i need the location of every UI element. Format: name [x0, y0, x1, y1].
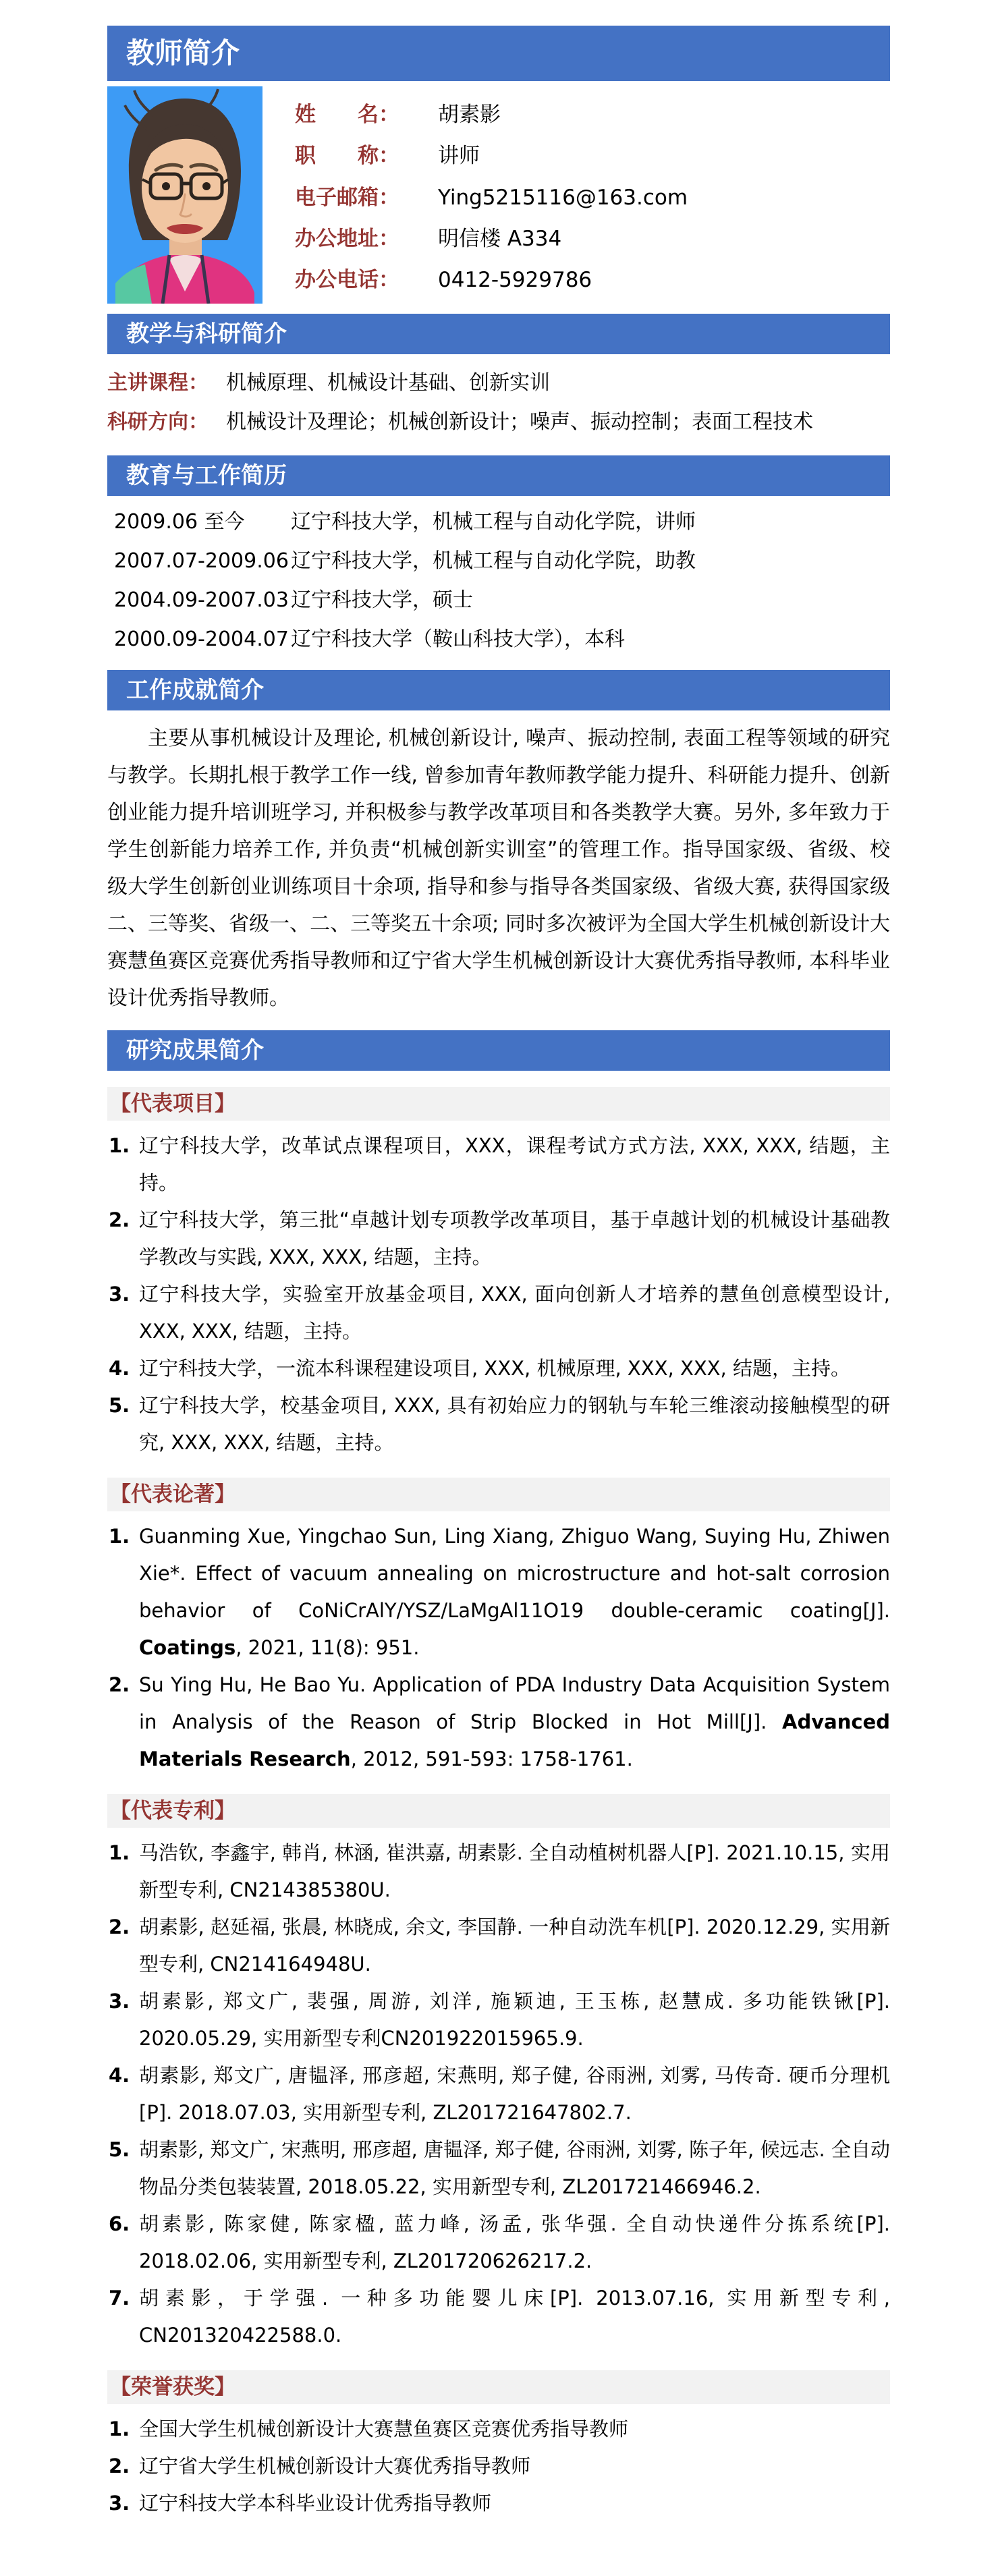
project-item [107, 1276, 890, 1350]
courses-label: 主讲课程： [107, 371, 209, 395]
field-value: 胡素影 [438, 103, 501, 127]
field-row-email [295, 180, 890, 211]
project-text: 辽宁科技大学，校基金项目, XXX, 具有初始应力的钢轨与车轮三维滚动接触模型的研究, XXX, XXX, 结题，主持。 [139, 1394, 890, 1454]
item-number: 2. [109, 1673, 130, 1696]
education-row [107, 503, 890, 542]
award-item [107, 2411, 890, 2448]
patent-item [107, 1983, 890, 2057]
document-content [107, 0, 890, 2576]
project-text: 辽宁科技大学，实验室开放基金项目, XXX, 面向创新人才培养的慧鱼创意模型设计, XXX, XXX, 结题，主持。 [139, 1283, 890, 1343]
project-item [107, 1202, 890, 1276]
education-row [107, 581, 890, 620]
field-row-office-phone [295, 262, 890, 293]
section-banner-research-results [107, 1030, 890, 1071]
publication-authors-title: Guanming Xue, Yingchao Sun, Ling Xiang, Zhiguo Wang, Suying Hu, Zhiwen Xie*. Effect of vacuum annealing on microstructure and hot-salt corrosion behavior of CoNiCrAlY/YSZ/LaMgAl11O19 double-ceramic coating[J]. [139, 1525, 890, 1622]
item-number: 5. [109, 1394, 130, 1417]
patent-text: 马浩钦, 李鑫宇, 韩肖, 林涵, 崔洪嘉, 胡素影. 全自动植树机器人[P]. 2021.10.15, 实用新型专利, CN214385380U. [139, 1841, 890, 1901]
education-detail: 辽宁科技大学，机械工程与自动化学院，讲师 [291, 510, 696, 534]
work-achievements-paragraph: 主要从事机械设计及理论, 机械创新设计, 噪声、振动控制, 表面工程等领域的研究与教学。长期扎根于教学工作一线, 曾参加青年教师教学能力提升、科研能力提升、创新创业能力提升培训班学习, 并积极参与教学改革项目和各类教学大赛。另外, 多年致力于学生创新能力培养工作, 并负责“机械创新实训室”的管理工作。指导国家级、省级、校级大学生创新创业训练项目十余项, 指导和参与指导各类国家级、省级大赛, 获得国家级二、三等奖、省级一、二、三等奖五十余项; 同时多次被评为全国大学生机械创新设计大赛慧鱼赛区竞赛优秀指导教师和辽宁省大学生机械创新设计大赛优秀指导教师, 本科毕业设计优秀指导教师。 [107, 727, 890, 1010]
patent-text: 胡素影, 郑文广, 宋燕明, 邢彦超, 唐韫泽, 郑子健, 谷雨洲, 刘雾, 陈子年, 候远志. 全自动物品分类包装装置, 2018.05.22, 实用新型专利, ZL201721466946.2. [139, 2138, 890, 2198]
publication-item [107, 1667, 890, 1778]
profile-fields [262, 86, 890, 304]
field-value: 讲师 [438, 144, 480, 169]
education-detail: 辽宁科技大学（鞍山科技大学），本科 [291, 627, 625, 651]
item-number: 2. [109, 1915, 130, 1938]
subsection-header-awards: 【荣誉获奖】 [107, 2370, 890, 2404]
publication-cite-tail: , 2012, 591-593: 1758-1761. [350, 1747, 633, 1770]
field-value: 0412-5929786 [438, 268, 592, 292]
education-period: 2009.06 至今 [114, 510, 245, 534]
item-number: 3. [109, 1283, 130, 1306]
research-direction-label: 科研方向： [107, 410, 209, 434]
award-text: 辽宁省大学生机械创新设计大赛优秀指导教师 [139, 2455, 531, 2477]
project-item [107, 1350, 890, 1387]
patent-item [107, 2131, 890, 2206]
teaching-research-block [107, 354, 890, 455]
field-row-office-address [295, 221, 890, 252]
item-number: 3. [109, 2492, 130, 2515]
patent-text: 胡素影, 郑文广, 裴强, 周游, 刘洋, 施颖迪, 王玉栋, 赵慧成. 多功能铁锹[P]. 2020.05.29, 实用新型专利CN201922015965.9. [139, 1990, 890, 2050]
field-label: 职 称： [295, 144, 399, 169]
field-label: 办公电话： [295, 268, 399, 292]
projects-list [107, 1127, 890, 1461]
patent-text: 胡素影, 郑文广, 唐韫泽, 邢彦超, 宋燕明, 郑子健, 谷雨洲, 刘雾, 马传奇. 硬币分理机[P]. 2018.07.03, 实用新型专利, ZL201721647802.7. [139, 2064, 890, 2124]
education-detail: 辽宁科技大学，机械工程与自动化学院，助教 [291, 549, 696, 573]
item-number: 4. [109, 2064, 130, 2087]
education-work-block [107, 496, 890, 670]
field-label: 姓 名： [295, 103, 399, 127]
courses-row [107, 364, 890, 403]
project-text: 辽宁科技大学，改革试点课程项目，XXX，课程考试方式方法, XXX, XXX, 结题，主持。 [139, 1134, 890, 1194]
patent-text: 胡素影, 陈家健, 陈家楹, 蓝力峰, 汤孟, 张华强. 全自动快递件分拣系统[P]. 2018.02.06, 实用新型专利, ZL201720626217.2. [139, 2212, 890, 2272]
project-text: 辽宁科技大学，一流本科课程建设项目, XXX, 机械原理, XXX, XXX, 结题，主持。 [139, 1357, 850, 1380]
section-banner-teacher-intro [107, 26, 890, 81]
item-number: 2. [109, 2455, 130, 2477]
section-banner-teaching-research [107, 314, 890, 354]
patents-list [107, 1835, 890, 2354]
section-title: 工作成就简介 [126, 677, 264, 704]
item-number: 4. [109, 1357, 130, 1380]
item-number: 1. [109, 1525, 130, 1548]
research-direction-row [107, 403, 890, 442]
publication-item [107, 1518, 890, 1667]
field-value: Ying5215116@163.com [438, 185, 688, 210]
project-text: 辽宁科技大学，第三批“卓越计划专项教学改革项目，基于卓越计划的机械设计基础教学教改与实践, XXX, XXX, 结题，主持。 [139, 1208, 890, 1268]
field-value: 明信楼 A334 [438, 226, 562, 251]
patent-item [107, 2280, 890, 2354]
patent-text: 胡素影, 赵延福, 张晨, 林晓成, 余文, 李国静. 一种自动洗车机[P]. 2020.12.29, 实用新型专利, CN214164948U. [139, 1915, 890, 1976]
item-number: 1. [109, 1134, 130, 1157]
education-row [107, 542, 890, 581]
project-item [107, 1387, 890, 1461]
section-banner-work-achievements [107, 670, 890, 710]
awards-list [107, 2411, 890, 2522]
education-period: 2007.07-2009.06 [114, 549, 289, 573]
teacher-photo [107, 86, 262, 304]
journal-name: Advanced Materials Research [139, 1710, 890, 1770]
education-period: 2004.09-2007.03 [114, 588, 289, 612]
item-number: 5. [109, 2138, 130, 2161]
project-item [107, 1127, 890, 1202]
publication-authors-title: Su Ying Hu, He Bao Yu. Application of PDA Industry Data Acquisition System in Analysis of the Reason of Strip Blocked in Hot Mill[J]. [139, 1673, 890, 1733]
field-label: 电子邮箱： [295, 185, 399, 210]
publications-list [107, 1518, 890, 1778]
section-title: 研究成果简介 [126, 1037, 264, 1064]
award-text: 辽宁科技大学本科毕业设计优秀指导教师 [139, 2492, 492, 2515]
education-detail: 辽宁科技大学，硕士 [291, 588, 473, 612]
award-text: 全国大学生机械创新设计大赛慧鱼赛区竞赛优秀指导教师 [139, 2417, 629, 2440]
award-item [107, 2485, 890, 2522]
subsection-header-patents: 【代表专利】 [107, 1794, 890, 1828]
patent-item [107, 2206, 890, 2280]
courses-value: 机械原理、机械设计基础、创新实训 [226, 371, 550, 395]
subsection-header-projects: 【代表项目】 [107, 1087, 890, 1121]
patent-item [107, 1835, 890, 1909]
field-label: 办公地址： [295, 226, 399, 251]
journal-name: Coatings [139, 1636, 236, 1659]
section-title: 教师简介 [126, 36, 240, 69]
section-title: 教学与科研简介 [126, 320, 287, 347]
item-number: 1. [109, 2417, 130, 2440]
field-row-name [295, 97, 890, 128]
profile-section [107, 86, 890, 304]
field-row-title [295, 138, 890, 169]
education-row [107, 620, 890, 659]
publication-cite-tail: , 2021, 11(8): 951. [236, 1636, 420, 1659]
research-direction-value: 机械设计及理论；机械创新设计；噪声、振动控制；表面工程技术 [226, 410, 813, 434]
patent-item [107, 1909, 890, 1983]
item-number: 7. [109, 2287, 130, 2309]
item-number: 2. [109, 1208, 130, 1231]
item-number: 3. [109, 1990, 130, 2013]
subsection-header-publications: 【代表论著】 [107, 1478, 890, 1511]
award-item [107, 2448, 890, 2485]
patent-text: 胡素影，于学强. 一种多功能婴儿床[P]. 2013.07.16, 实用新型专利, CN201320422588.0. [139, 2287, 890, 2347]
portrait-illustration [107, 86, 262, 304]
section-banner-education-work [107, 455, 890, 496]
education-period: 2000.09-2004.07 [114, 627, 289, 651]
item-number: 6. [109, 2212, 130, 2235]
item-number: 1. [109, 1841, 130, 1864]
section-title: 教育与工作简历 [126, 462, 287, 489]
patent-item [107, 2057, 890, 2131]
